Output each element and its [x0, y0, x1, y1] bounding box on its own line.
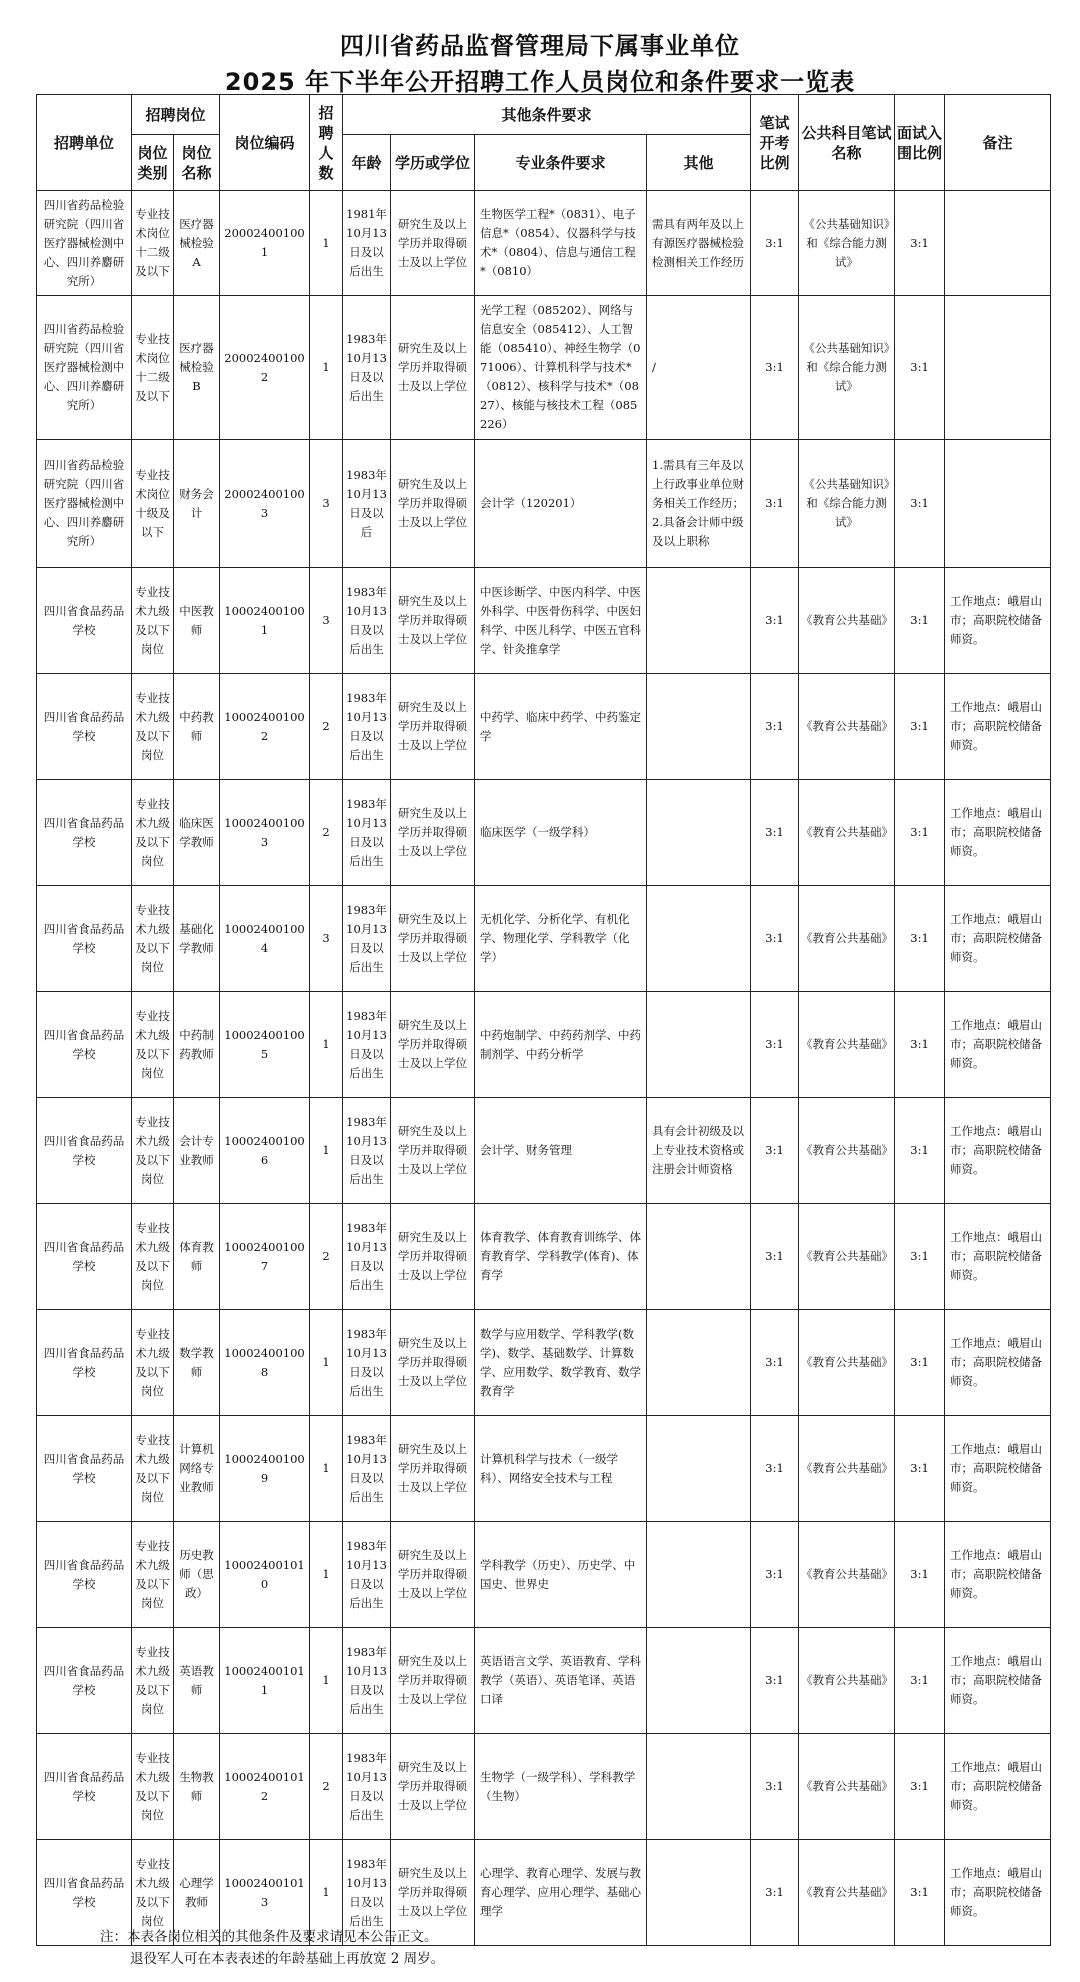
cell-headcount: 1: [310, 296, 343, 440]
cell-category: 专业技术九级及以下岗位: [132, 1522, 174, 1628]
cell-unit: 四川省食品药品学校: [37, 1840, 132, 1946]
cell-post-name: 英语教师: [174, 1628, 220, 1734]
header-headcount: 招聘人数: [310, 95, 343, 191]
cell-remarks: 工作地点：峨眉山市；高职院校储备师资。: [945, 568, 1051, 674]
cell-post-code: 100024001001: [220, 568, 310, 674]
cell-written-subject: 《教育公共基础》: [799, 1840, 895, 1946]
cell-other: [647, 992, 751, 1098]
cell-other: [647, 568, 751, 674]
header-post-group: 招聘岗位: [132, 95, 220, 135]
cell-category: 专业技术九级及以下岗位: [132, 1734, 174, 1840]
cell-post-code: 100024001002: [220, 674, 310, 780]
cell-unit: 四川省食品药品学校: [37, 1204, 132, 1310]
header-post-category: 岗位类别: [132, 135, 174, 191]
cell-age: 1983年10月13日及以后出生: [343, 1310, 391, 1416]
cell-other: [647, 1628, 751, 1734]
cell-major: 体育教学、体育教育训练学、体育教育学、学科教学(体育)、体育学: [475, 1204, 647, 1310]
cell-post-name: 生物教师: [174, 1734, 220, 1840]
cell-major: 心理学、教育心理学、发展与教育心理学、应用心理学、基础心理学: [475, 1840, 647, 1946]
cell-age: 1983年10月13日及以后出生: [343, 1628, 391, 1734]
cell-remarks: 工作地点：峨眉山市；高职院校储备师资。: [945, 886, 1051, 992]
cell-category: 专业技术九级及以下岗位: [132, 1098, 174, 1204]
cell-remarks: [945, 191, 1051, 296]
cell-written-subject: 《教育公共基础》: [799, 886, 895, 992]
cell-age: 1983年10月13日及以后出生: [343, 296, 391, 440]
cell-headcount: 2: [310, 1204, 343, 1310]
cell-education: 研究生及以上学历并取得硕士及以上学位: [391, 780, 475, 886]
table-row: [37, 191, 1051, 296]
cell-written-subject: 《教育公共基础》: [799, 1204, 895, 1310]
table-row: [37, 1522, 1051, 1628]
cell-unit: 四川省食品药品学校: [37, 1098, 132, 1204]
cell-post-code: 100024001004: [220, 886, 310, 992]
cell-major: 会计学、财务管理: [475, 1098, 647, 1204]
cell-post-name: 临床医学教师: [174, 780, 220, 886]
cell-age: 1983年10月13日及以后出生: [343, 1522, 391, 1628]
header-age: 年龄: [343, 135, 391, 191]
cell-remarks: 工作地点：峨眉山市；高职院校储备师资。: [945, 1522, 1051, 1628]
cell-written-ratio: 3:1: [751, 1416, 799, 1522]
cell-unit: 四川省食品药品学校: [37, 1522, 132, 1628]
cell-post-name: 心理学教师: [174, 1840, 220, 1946]
cell-written-ratio: 3:1: [751, 296, 799, 440]
cell-written-subject: 《教育公共基础》: [799, 1416, 895, 1522]
table-row: [37, 780, 1051, 886]
table-row: [37, 1098, 1051, 1204]
cell-age: 1983年10月13日及以后: [343, 440, 391, 568]
cell-interview-ratio: 3:1: [895, 886, 945, 992]
cell-category: 专业技术岗位十二级及以下: [132, 296, 174, 440]
cell-written-subject: 《教育公共基础》: [799, 1628, 895, 1734]
cell-post-code: 100024001007: [220, 1204, 310, 1310]
cell-written-subject: 《教育公共基础》: [799, 1734, 895, 1840]
cell-headcount: 3: [310, 886, 343, 992]
cell-major: 计算机科学与技术（一级学科）、网络安全技术与工程: [475, 1416, 647, 1522]
cell-headcount: 2: [310, 1734, 343, 1840]
table-row: [37, 440, 1051, 568]
cell-category: 专业技术九级及以下岗位: [132, 1628, 174, 1734]
cell-post-name: 中药教师: [174, 674, 220, 780]
cell-category: 专业技术九级及以下岗位: [132, 674, 174, 780]
cell-post-code: 100024001009: [220, 1416, 310, 1522]
cell-interview-ratio: 3:1: [895, 1840, 945, 1946]
cell-age: 1983年10月13日及以后出生: [343, 1416, 391, 1522]
cell-education: 研究生及以上学历并取得硕士及以上学位: [391, 886, 475, 992]
cell-interview-ratio: 3:1: [895, 674, 945, 780]
cell-post-name: 计算机网络专业教师: [174, 1416, 220, 1522]
cell-interview-ratio: 3:1: [895, 1628, 945, 1734]
cell-written-ratio: 3:1: [751, 568, 799, 674]
cell-post-name: 数学教师: [174, 1310, 220, 1416]
cell-post-code: 100024001013: [220, 1840, 310, 1946]
cell-category: 专业技术岗位十级及以下: [132, 440, 174, 568]
header-other: 其他: [647, 135, 751, 191]
cell-remarks: 工作地点：峨眉山市；高职院校储备师资。: [945, 992, 1051, 1098]
cell-age: 1983年10月13日及以后出生: [343, 886, 391, 992]
cell-unit: 四川省药品检验研究院（四川省医疗器械检测中心、四川养麝研究所）: [37, 440, 132, 568]
header-post-name: 岗位名称: [174, 135, 220, 191]
cell-major: 生物医学工程*（0831）、电子信息*（0854）、仪器科学与技术*（0804）、信息与通信工程*（0810）: [475, 191, 647, 296]
cell-headcount: 1: [310, 1416, 343, 1522]
cell-post-code: 100024001005: [220, 992, 310, 1098]
cell-category: 专业技术九级及以下岗位: [132, 1416, 174, 1522]
cell-headcount: 1: [310, 1522, 343, 1628]
table-row: [37, 992, 1051, 1098]
cell-other: /: [647, 296, 751, 440]
table-row: [37, 1310, 1051, 1416]
cell-education: 研究生及以上学历并取得硕士及以上学位: [391, 1098, 475, 1204]
cell-post-code: 100024001006: [220, 1098, 310, 1204]
cell-education: 研究生及以上学历并取得硕士及以上学位: [391, 1734, 475, 1840]
cell-other: [647, 1204, 751, 1310]
cell-age: 1983年10月13日及以后出生: [343, 1204, 391, 1310]
cell-category: 专业技术九级及以下岗位: [132, 992, 174, 1098]
cell-post-code: 100024001011: [220, 1628, 310, 1734]
cell-written-ratio: 3:1: [751, 1098, 799, 1204]
cell-interview-ratio: 3:1: [895, 296, 945, 440]
table-row: [37, 1416, 1051, 1522]
header-remarks: 备注: [945, 95, 1051, 191]
cell-written-ratio: 3:1: [751, 440, 799, 568]
cell-interview-ratio: 3:1: [895, 1310, 945, 1416]
cell-post-name: 体育教师: [174, 1204, 220, 1310]
cell-interview-ratio: 3:1: [895, 1734, 945, 1840]
cell-unit: 四川省食品药品学校: [37, 1310, 132, 1416]
cell-other: 具有会计初级及以上专业技术资格或注册会计师资格: [647, 1098, 751, 1204]
cell-unit: 四川省药品检验研究院（四川省医疗器械检测中心、四川养麝研究所）: [37, 191, 132, 296]
cell-headcount: 2: [310, 780, 343, 886]
cell-category: 专业技术岗位十二级及以下: [132, 191, 174, 296]
cell-unit: 四川省食品药品学校: [37, 1734, 132, 1840]
header-interview-ratio: 面试入围比例: [895, 95, 945, 191]
cell-post-name: 历史教师（思政）: [174, 1522, 220, 1628]
cell-major: 临床医学（一级学科）: [475, 780, 647, 886]
cell-major: 中药炮制学、中药药剂学、中药制剂学、中药分析学: [475, 992, 647, 1098]
cell-written-subject: 《教育公共基础》: [799, 568, 895, 674]
cell-written-subject: 《教育公共基础》: [799, 1310, 895, 1416]
cell-written-ratio: 3:1: [751, 674, 799, 780]
header-written-subject: 公共科目笔试名称: [799, 95, 895, 191]
cell-written-ratio: 3:1: [751, 1522, 799, 1628]
cell-post-name: 医疗器械检验A: [174, 191, 220, 296]
cell-post-name: 医疗器械检验B: [174, 296, 220, 440]
cell-headcount: 3: [310, 440, 343, 568]
cell-headcount: 1: [310, 1310, 343, 1416]
cell-headcount: 2: [310, 674, 343, 780]
cell-education: 研究生及以上学历并取得硕士及以上学位: [391, 191, 475, 296]
cell-headcount: 1: [310, 1840, 343, 1946]
cell-post-code: 100024001010: [220, 1522, 310, 1628]
cell-other: [647, 1734, 751, 1840]
cell-education: 研究生及以上学历并取得硕士及以上学位: [391, 296, 475, 440]
header-written-ratio: 笔试开考比例: [751, 95, 799, 191]
table-row: [37, 1204, 1051, 1310]
cell-post-code: 200024001002: [220, 296, 310, 440]
cell-headcount: 1: [310, 992, 343, 1098]
cell-remarks: 工作地点：峨眉山市；高职院校储备师资。: [945, 1098, 1051, 1204]
cell-interview-ratio: 3:1: [895, 780, 945, 886]
cell-headcount: 3: [310, 568, 343, 674]
cell-unit: 四川省食品药品学校: [37, 886, 132, 992]
cell-headcount: 1: [310, 191, 343, 296]
cell-written-ratio: 3:1: [751, 780, 799, 886]
cell-written-subject: 《教育公共基础》: [799, 992, 895, 1098]
cell-age: 1983年10月13日及以后出生: [343, 1098, 391, 1204]
header-other-group: 其他条件要求: [343, 95, 751, 135]
cell-age: 1983年10月13日及以后出生: [343, 1840, 391, 1946]
cell-category: 专业技术九级及以下岗位: [132, 1310, 174, 1416]
cell-post-code: 100024001008: [220, 1310, 310, 1416]
cell-education: 研究生及以上学历并取得硕士及以上学位: [391, 1416, 475, 1522]
cell-written-ratio: 3:1: [751, 886, 799, 992]
cell-written-ratio: 3:1: [751, 1734, 799, 1840]
cell-education: 研究生及以上学历并取得硕士及以上学位: [391, 1310, 475, 1416]
document-title-line2: 2025 年下半年公开招聘工作人员岗位和条件要求一览表: [224, 68, 856, 96]
table-row: [37, 1734, 1051, 1840]
cell-post-code: 100024001012: [220, 1734, 310, 1840]
cell-interview-ratio: 3:1: [895, 1522, 945, 1628]
cell-post-name: 基础化学教师: [174, 886, 220, 992]
cell-education: 研究生及以上学历并取得硕士及以上学位: [391, 674, 475, 780]
cell-other: 1.需具有三年及以上行政事业单位财务相关工作经历；2.具备会计师中级及以上职称: [647, 440, 751, 568]
cell-other: [647, 1522, 751, 1628]
cell-category: 专业技术九级及以下岗位: [132, 780, 174, 886]
cell-written-ratio: 3:1: [751, 992, 799, 1098]
header-major: 专业条件要求: [475, 135, 647, 191]
cell-major: 英语语言文学、英语教育、学科教学（英语）、英语笔译、英语口译: [475, 1628, 647, 1734]
cell-written-ratio: 3:1: [751, 1310, 799, 1416]
footnotes: [100, 1926, 444, 1970]
cell-education: 研究生及以上学历并取得硕士及以上学位: [391, 1840, 475, 1946]
cell-interview-ratio: 3:1: [895, 992, 945, 1098]
cell-education: 研究生及以上学历并取得硕士及以上学位: [391, 1522, 475, 1628]
cell-post-code: 100024001003: [220, 780, 310, 886]
cell-remarks: 工作地点：峨眉山市；高职院校储备师资。: [945, 1628, 1051, 1734]
cell-other: [647, 1310, 751, 1416]
header-unit: 招聘单位: [37, 95, 132, 191]
cell-category: 专业技术九级及以下岗位: [132, 1204, 174, 1310]
cell-age: 1983年10月13日及以后出生: [343, 780, 391, 886]
cell-interview-ratio: 3:1: [895, 1416, 945, 1522]
cell-category: 专业技术九级及以下岗位: [132, 1840, 174, 1946]
cell-major: 会计学（120201）: [475, 440, 647, 568]
cell-unit: 四川省食品药品学校: [37, 780, 132, 886]
cell-remarks: 工作地点：峨眉山市；高职院校储备师资。: [945, 1840, 1051, 1946]
cell-written-subject: 《公共基础知识》和《综合能力测试》: [799, 296, 895, 440]
cell-major: 中药学、临床中药学、中药鉴定学: [475, 674, 647, 780]
footnote-line2: 退役军人可在本表表述的年龄基础上再放宽 2 周岁。: [130, 1951, 445, 1967]
cell-post-name: 中药制药教师: [174, 992, 220, 1098]
cell-other: [647, 674, 751, 780]
cell-major: 中医诊断学、中医内科学、中医外科学、中医骨伤科学、中医妇科学、中医儿科学、中医五官科学、针灸推拿学: [475, 568, 647, 674]
cell-unit: 四川省药品检验研究院（四川省医疗器械检测中心、四川养麝研究所）: [37, 296, 132, 440]
cell-education: 研究生及以上学历并取得硕士及以上学位: [391, 568, 475, 674]
cell-written-subject: 《教育公共基础》: [799, 674, 895, 780]
cell-education: 研究生及以上学历并取得硕士及以上学位: [391, 992, 475, 1098]
table-row: [37, 1628, 1051, 1734]
cell-major: 光学工程（085202）、网络与信息安全（085412）、人工智能（085410）、神经生物学（071006）、计算机科学与技术*（0812）、核科学与技术*（0827）、核能与核技术工程（085226）: [475, 296, 647, 440]
cell-unit: 四川省食品药品学校: [37, 1628, 132, 1734]
cell-interview-ratio: 3:1: [895, 440, 945, 568]
cell-education: 研究生及以上学历并取得硕士及以上学位: [391, 440, 475, 568]
cell-other: [647, 780, 751, 886]
cell-education: 研究生及以上学历并取得硕士及以上学位: [391, 1628, 475, 1734]
cell-unit: 四川省食品药品学校: [37, 1416, 132, 1522]
cell-remarks: 工作地点：峨眉山市；高职院校储备师资。: [945, 1416, 1051, 1522]
cell-written-ratio: 3:1: [751, 1840, 799, 1946]
cell-written-subject: 《公共基础知识》和《综合能力测试》: [799, 440, 895, 568]
cell-written-subject: 《教育公共基础》: [799, 1098, 895, 1204]
cell-interview-ratio: 3:1: [895, 568, 945, 674]
cell-headcount: 1: [310, 1628, 343, 1734]
cell-written-ratio: 3:1: [751, 1204, 799, 1310]
cell-other: [647, 1416, 751, 1522]
footnote-line1: 注：本表各岗位相关的其他条件及要求请见本公告正文。: [100, 1929, 438, 1945]
cell-education: 研究生及以上学历并取得硕士及以上学位: [391, 1204, 475, 1310]
cell-remarks: 工作地点：峨眉山市；高职院校储备师资。: [945, 1204, 1051, 1310]
cell-other: 需具有两年及以上有源医疗器械检验检测相关工作经历: [647, 191, 751, 296]
cell-category: 专业技术九级及以下岗位: [132, 568, 174, 674]
cell-remarks: [945, 296, 1051, 440]
header-post-code: 岗位编码: [220, 95, 310, 191]
cell-age: 1983年10月13日及以后出生: [343, 1734, 391, 1840]
cell-age: 1981年10月13日及以后出生: [343, 191, 391, 296]
table-body: [37, 191, 1051, 1946]
cell-remarks: [945, 440, 1051, 568]
cell-unit: 四川省食品药品学校: [37, 992, 132, 1098]
recruitment-table: [36, 94, 1051, 1946]
cell-unit: 四川省食品药品学校: [37, 568, 132, 674]
cell-headcount: 1: [310, 1098, 343, 1204]
cell-major: 数学与应用数学、学科教学(数学)、数学、基础数学、计算数学、应用数学、数学教育、数学教育学: [475, 1310, 647, 1416]
cell-age: 1983年10月13日及以后出生: [343, 674, 391, 780]
cell-written-subject: 《教育公共基础》: [799, 780, 895, 886]
table-row: [37, 296, 1051, 440]
cell-remarks: 工作地点：峨眉山市；高职院校储备师资。: [945, 1734, 1051, 1840]
cell-category: 专业技术九级及以下岗位: [132, 886, 174, 992]
cell-major: 学科教学（历史）、历史学、中国史、世界史: [475, 1522, 647, 1628]
cell-age: 1983年10月13日及以后出生: [343, 568, 391, 674]
cell-remarks: 工作地点：峨眉山市；高职院校储备师资。: [945, 780, 1051, 886]
cell-post-name: 会计专业教师: [174, 1098, 220, 1204]
cell-interview-ratio: 3:1: [895, 191, 945, 296]
cell-post-name: 中医教师: [174, 568, 220, 674]
header-education: 学历或学位: [391, 135, 475, 191]
cell-written-ratio: 3:1: [751, 191, 799, 296]
cell-post-code: 200024001001: [220, 191, 310, 296]
cell-unit: 四川省食品药品学校: [37, 674, 132, 780]
cell-written-subject: 《公共基础知识》和《综合能力测试》: [799, 191, 895, 296]
table-row: [37, 568, 1051, 674]
cell-major: 生物学（一级学科）、学科教学（生物）: [475, 1734, 647, 1840]
cell-interview-ratio: 3:1: [895, 1098, 945, 1204]
cell-post-name: 财务会计: [174, 440, 220, 568]
document-title-line1: 四川省药品监督管理局下属事业单位: [340, 32, 740, 60]
cell-remarks: 工作地点：峨眉山市；高职院校储备师资。: [945, 674, 1051, 780]
cell-other: [647, 886, 751, 992]
cell-age: 1983年10月13日及以后出生: [343, 992, 391, 1098]
cell-major: 无机化学、分析化学、有机化学、物理化学、学科教学（化学）: [475, 886, 647, 992]
cell-post-code: 200024001003: [220, 440, 310, 568]
cell-written-ratio: 3:1: [751, 1628, 799, 1734]
table-row: [37, 886, 1051, 992]
cell-remarks: 工作地点：峨眉山市；高职院校储备师资。: [945, 1310, 1051, 1416]
cell-interview-ratio: 3:1: [895, 1204, 945, 1310]
cell-written-subject: 《教育公共基础》: [799, 1522, 895, 1628]
cell-other: [647, 1840, 751, 1946]
table-row: [37, 674, 1051, 780]
